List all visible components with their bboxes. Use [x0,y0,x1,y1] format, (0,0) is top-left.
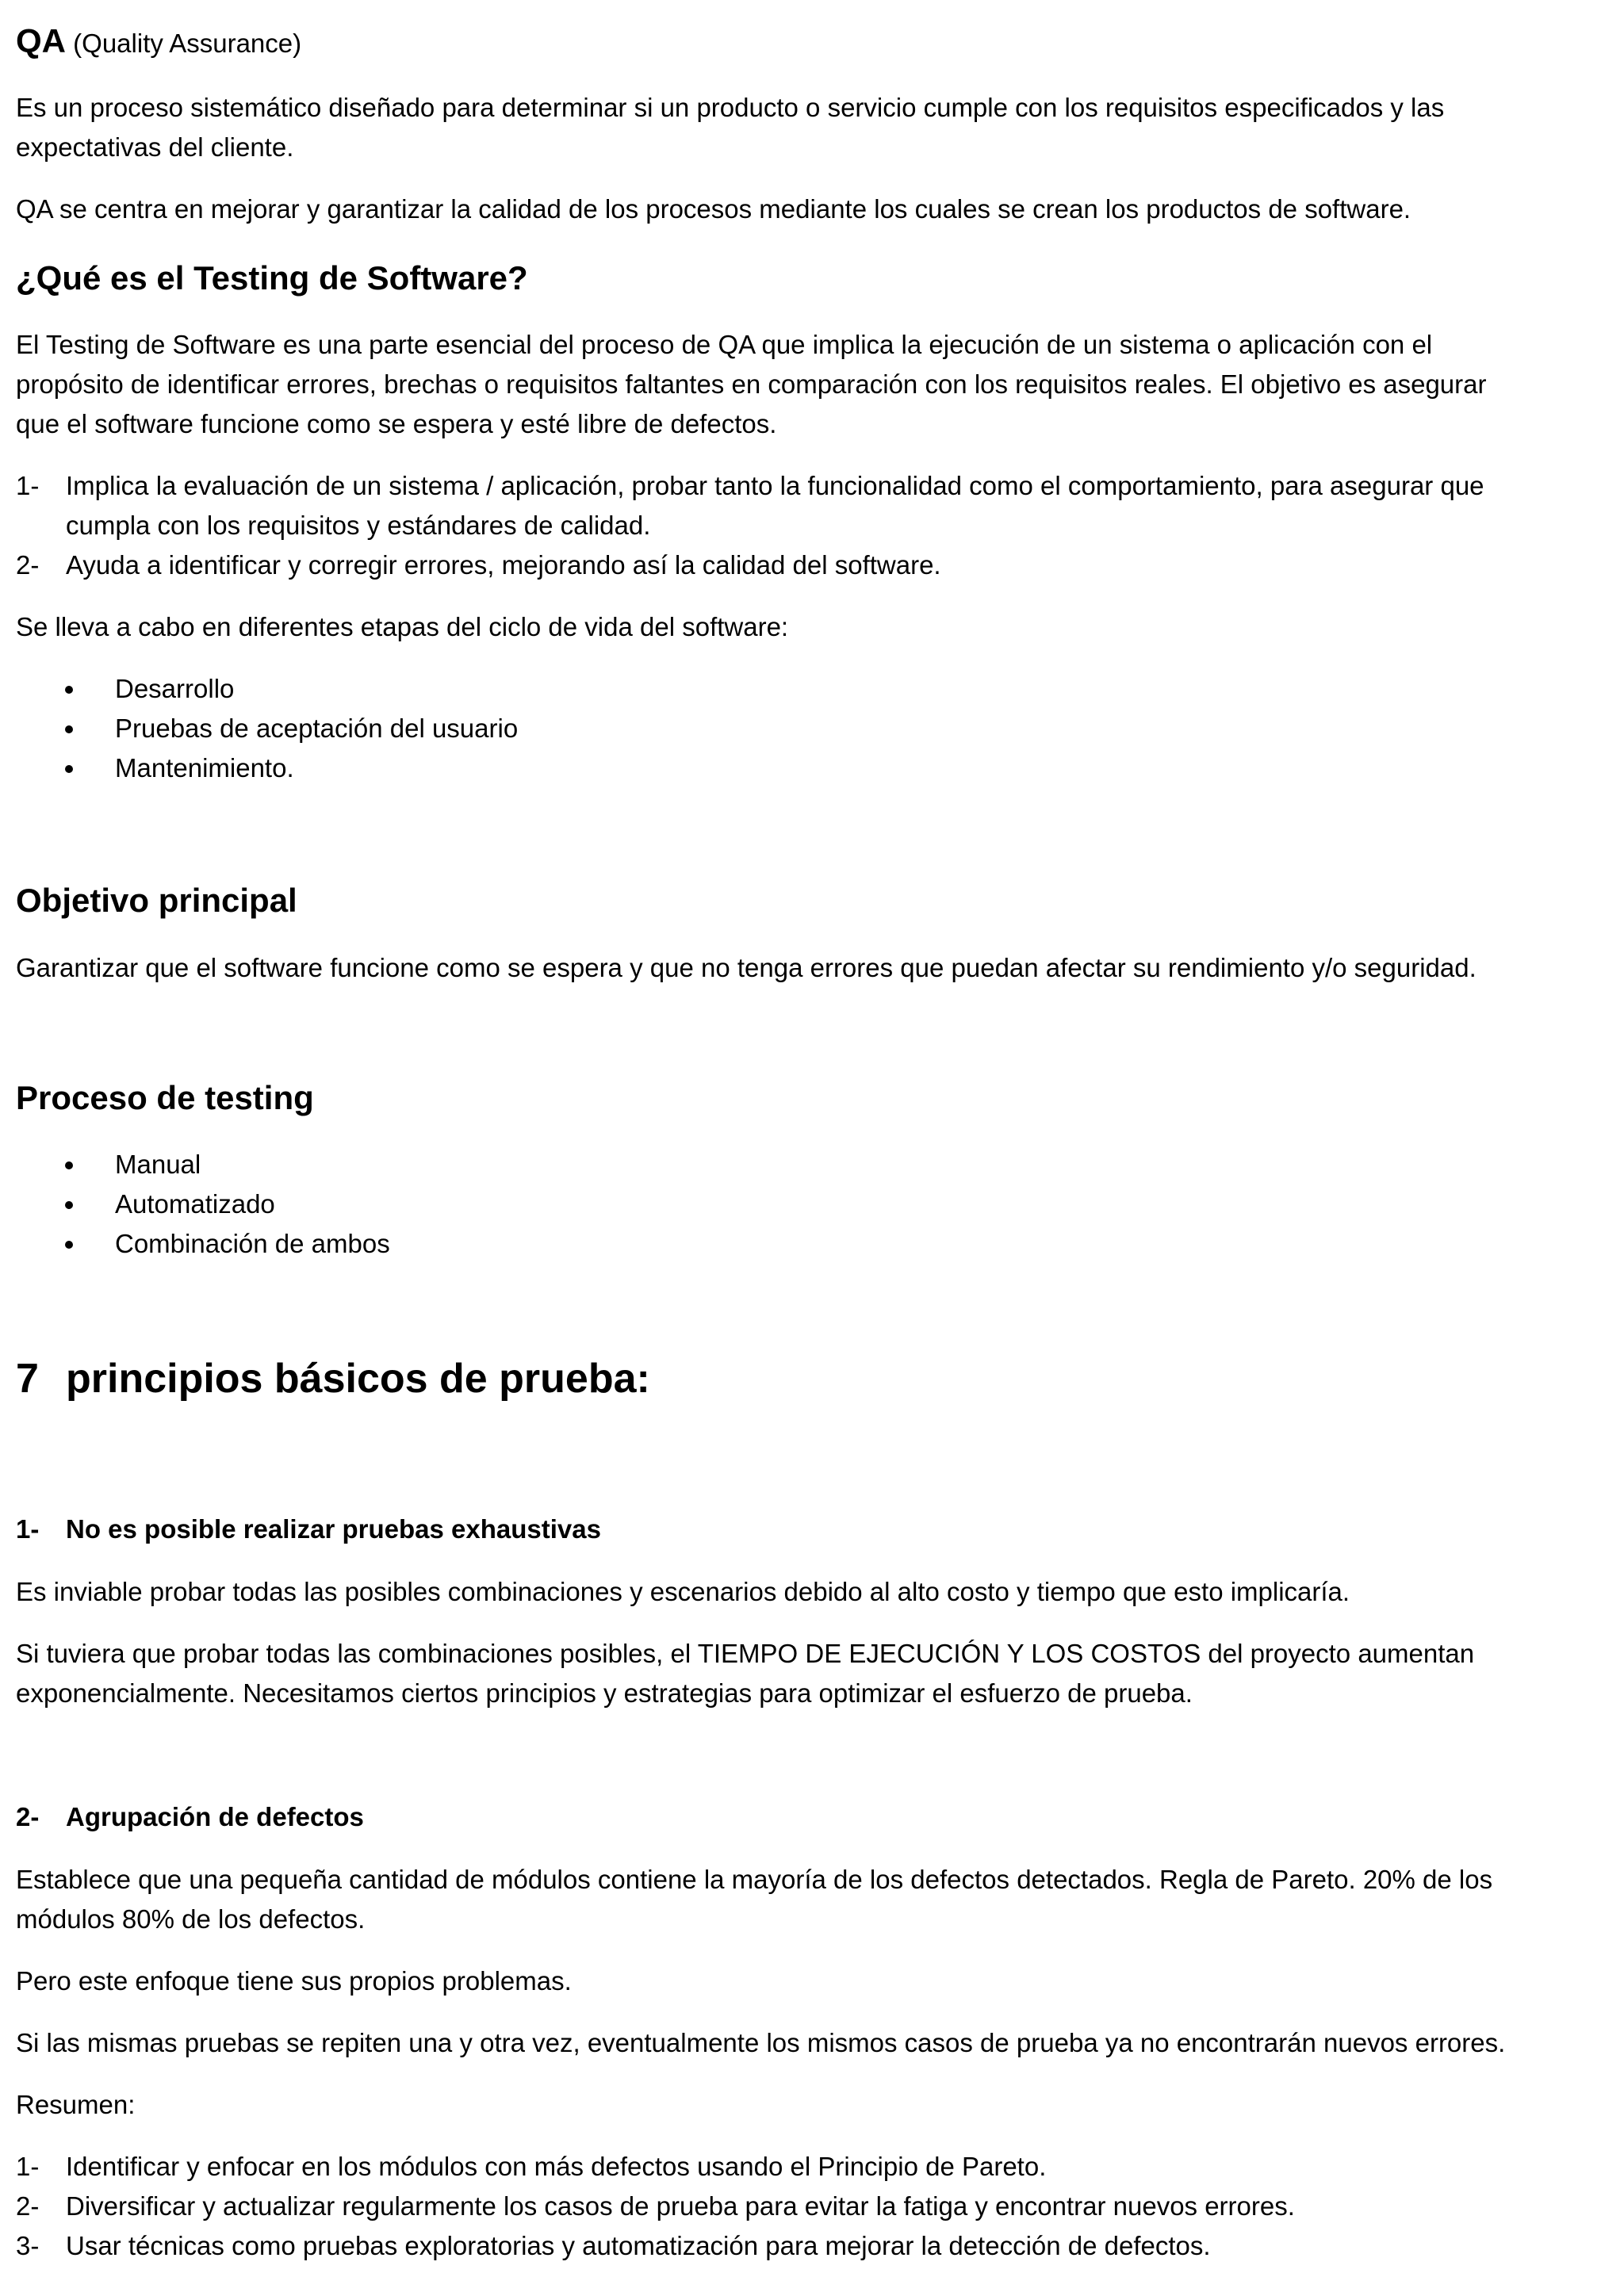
principle-2-text-2: Pero este enfoque tiene sus propios problemas. [16,1966,572,1996]
principle-2-title: Agrupación de defectos [66,1802,364,1831]
principle-1-title: No es posible realizar pruebas exhaustivas [66,1514,601,1544]
principle-2-text-1-line-1: Establece que una pequeña cantidad de módulos contiene la mayoría de los defectos detectados. Regla de Pareto. 20% de los [16,1865,1493,1894]
qa-heading [16,17,301,67]
proceso-heading: Proceso de testing [16,1079,314,1116]
testing-list-item-1-line-1: Implica la evaluación de un sistema / aplicación, probar tanto la funcionalidad como el comportamiento, para asegurar que [66,471,1484,500]
testing-paragraph-line-1: El Testing de Software es una parte esencial del proceso de QA que implica la ejecución de un sistema o aplicación con el [16,330,1433,359]
qa-paragraph-1-line-2: expectativas del cliente. [16,132,294,162]
testing-list-number-1: 1- [16,471,40,500]
principle-1-text-2-line-2: exponencialmente. Necesitamos ciertos principios y estrategias para optimizar el esfuerzo de prueba. [16,1678,1193,1708]
proceso-item-2: Automatizado [115,1189,275,1219]
bullet-icon [65,725,73,733]
bullet-icon [65,1161,73,1169]
qa-title: QA [16,22,66,59]
proceso-item-3: Combinación de ambos [115,1229,390,1258]
summary-number-3: 3- [16,2231,40,2260]
summary-item-2: Diversificar y actualizar regularmente los casos de prueba para evitar la fatiga y encontrar nuevos errores. [66,2191,1295,2221]
bullet-icon [65,1241,73,1249]
qa-paragraph-2: QA se centra en mejorar y garantizar la calidad de los procesos mediante los cuales se crean los productos de software. [16,194,1411,224]
objetivo-heading: Objetivo principal [16,882,297,919]
testing-paragraph-line-3: que el software funcione como se espera y esté libre de defectos. [16,409,777,438]
testing-list-number-2: 2- [16,550,40,580]
testing-list-item-1-line-2: cumpla con los requisitos y estándares de calidad. [66,511,651,540]
stage-item-1: Desarrollo [115,674,235,703]
resumen-label: Resumen: [16,2090,136,2119]
stages-intro: Se lleva a cabo en diferentes etapas del ciclo de vida del software: [16,612,789,641]
summary-number-1: 1- [16,2152,40,2181]
summary-item-3: Usar técnicas como pruebas exploratorias y automatización para mejorar la detección de defectos. [66,2231,1211,2260]
stage-item-2: Pruebas de aceptación del usuario [115,714,519,743]
principle-2-number: 2- [16,1802,40,1831]
principle-1-text-2-line-1: Si tuviera que probar todas las combinaciones posibles, el TIEMPO DE EJECUCIÓN Y LOS COSTOS del proyecto aumentan [16,1639,1475,1668]
principle-2-text-1-line-2: módulos 80% de los defectos. [16,1904,366,1934]
summary-item-1: Identificar y enfocar en los módulos con más defectos usando el Principio de Pareto. [66,2152,1047,2181]
bullet-icon [65,1201,73,1209]
proceso-item-1: Manual [115,1150,201,1179]
qa-subtitle: (Quality Assurance) [73,29,302,58]
testing-list-item-2: Ayuda a identificar y corregir errores, mejorando así la calidad del software. [66,550,941,580]
principios-number: 7 [16,1356,39,1402]
principle-2-text-3: Si las mismas pruebas se repiten una y otra vez, eventualmente los mismos casos de prueba ya no encontrarán nuevos errores. [16,2028,1506,2057]
testing-heading: ¿Qué es el Testing de Software? [16,259,528,297]
testing-paragraph-line-2: propósito de identificar errores, brechas o requisitos faltantes en comparación con los requisitos reales. El objetivo es asegurar [16,369,1487,399]
summary-number-2: 2- [16,2191,40,2221]
bullet-icon [65,686,73,694]
objetivo-text: Garantizar que el software funcione como se espera y que no tenga errores que puedan afectar su rendimiento y/o seguridad. [16,953,1477,982]
principle-1-number: 1- [16,1514,40,1544]
principle-1-text-1: Es inviable probar todas las posibles combinaciones y escenarios debido al alto costo y tiempo que esto implicaría. [16,1577,1350,1606]
stage-item-3: Mantenimiento. [115,753,294,783]
bullet-icon [65,765,73,773]
qa-paragraph-1-line-1: Es un proceso sistemático diseñado para determinar si un producto o servicio cumple con los requisitos especificados y las [16,93,1445,122]
principios-heading: principios básicos de prueba: [66,1356,650,1402]
